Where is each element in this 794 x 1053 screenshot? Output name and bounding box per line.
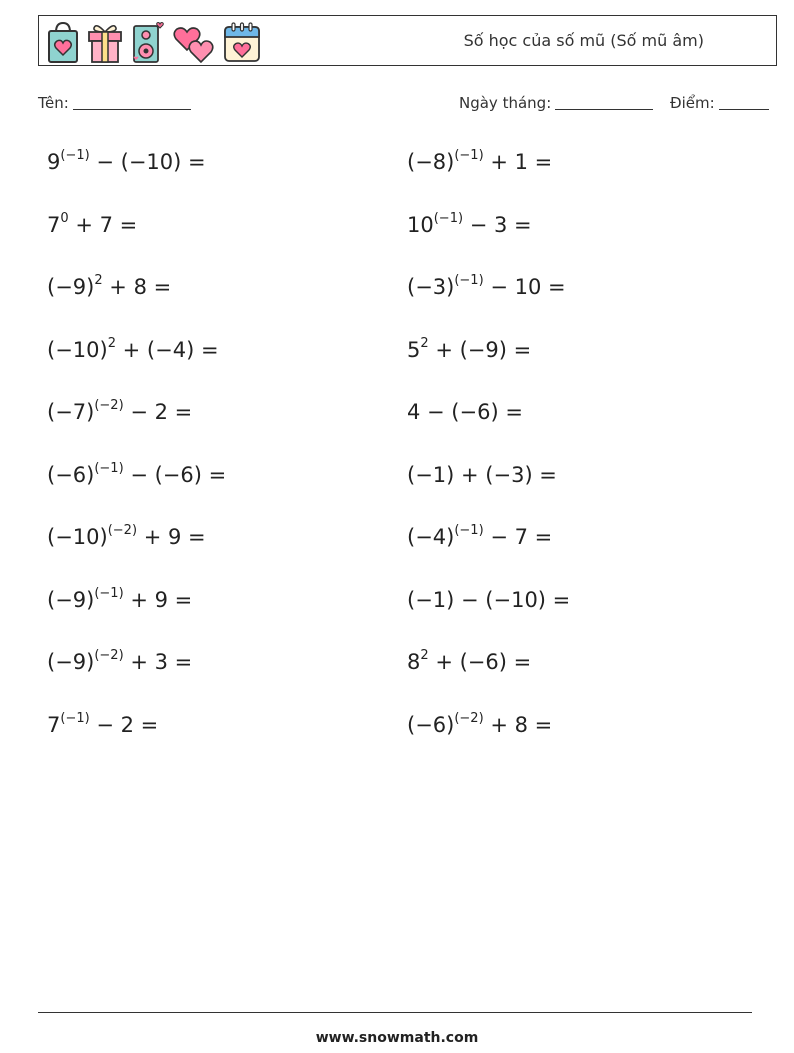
score-line[interactable]: [719, 94, 769, 110]
problem-exponent: (−2): [94, 398, 124, 413]
date-line[interactable]: [555, 94, 653, 110]
problem-rest: − 7 =: [483, 525, 553, 549]
name-line[interactable]: [73, 94, 191, 110]
problem-exponent: (−2): [107, 523, 138, 538]
problem-right-3: [407, 275, 566, 299]
score-field[interactable]: [670, 94, 769, 112]
problem-exponent: (−1): [454, 273, 484, 288]
problem-base: (−1) − (−10) =: [407, 587, 571, 612]
problem-rest: + 3 =: [123, 650, 193, 674]
problem-base: (−9): [47, 587, 95, 612]
problem-base: (−6): [47, 462, 95, 487]
shopping-bag-heart-icon: [46, 20, 80, 64]
problem-exponent: (−1): [94, 460, 124, 476]
problem-base: (−6): [407, 712, 455, 737]
problem-left-4: [47, 335, 219, 362]
problem-rest: + (−9) =: [428, 337, 532, 362]
worksheet-title: Số học của số mũ (Số mũ âm): [463, 31, 704, 50]
problem-rest: − 10 =: [483, 275, 566, 299]
problem-left-5: [47, 400, 192, 424]
gift-box-icon: [86, 20, 124, 64]
problem-base: 9: [47, 150, 61, 174]
two-hearts-icon: [172, 20, 216, 64]
calendar-heart-icon: [222, 20, 262, 64]
problem-rest: + 9 =: [123, 587, 193, 612]
problem-left-8: [47, 585, 193, 612]
problem-exponent: 2: [420, 335, 429, 351]
problem-base: (−7): [47, 400, 95, 424]
problem-right-2: [407, 210, 532, 237]
name-label: Tên:: [38, 94, 69, 112]
speaker-icon: [130, 20, 166, 64]
problem-right-7: [407, 525, 552, 549]
header-box: [38, 15, 777, 66]
problem-exponent: 2: [420, 648, 429, 663]
date-label: Ngày tháng:: [459, 94, 552, 112]
problem-base: (−3): [407, 275, 455, 299]
problem-right-6: [407, 463, 557, 487]
problem-base: 5: [407, 337, 421, 362]
date-field[interactable]: [459, 94, 653, 112]
problem-base: 7: [47, 212, 61, 237]
problem-left-2: [47, 210, 138, 237]
problem-base: (−8): [407, 150, 455, 174]
problem-exponent: (−2): [454, 710, 484, 726]
problem-rest: − (−10) =: [89, 150, 206, 174]
problem-base: 8: [407, 650, 421, 674]
problem-rest: + 7 =: [68, 212, 138, 237]
problem-base: (−9): [47, 275, 95, 299]
footer-rule: [38, 1012, 752, 1013]
problem-rest: − 2 =: [123, 400, 193, 424]
problem-base: (−10): [47, 337, 108, 362]
problem-rest: + 1 =: [483, 150, 553, 174]
problem-exponent: 2: [94, 273, 103, 288]
problem-exponent: (−1): [60, 710, 90, 726]
problem-right-8: [407, 588, 570, 612]
problem-exponent: (−1): [60, 148, 90, 163]
problem-right-5: [407, 400, 523, 424]
problem-exponent: (−1): [454, 148, 484, 163]
name-field[interactable]: [38, 94, 191, 112]
problem-rest: + 8 =: [483, 712, 553, 737]
header-icons: [46, 20, 262, 64]
problem-base: (−9): [47, 650, 95, 674]
problem-right-1: [407, 150, 552, 174]
problem-exponent: 0: [60, 210, 69, 226]
problem-right-10: [407, 710, 553, 737]
problem-rest: + 8 =: [102, 275, 172, 299]
problem-exponent: (−1): [454, 523, 484, 538]
problem-base: 7: [47, 712, 61, 737]
problem-base: 4 − (−6) =: [407, 400, 523, 424]
problem-left-10: [47, 710, 159, 737]
problem-left-1: [47, 150, 206, 174]
problem-rest: − 3 =: [463, 212, 532, 237]
problem-exponent: (−1): [94, 585, 124, 601]
problem-rest: + 9 =: [137, 525, 206, 549]
score-label: Điểm:: [670, 94, 715, 112]
problem-exponent: (−1): [433, 210, 464, 226]
problem-left-3: [47, 275, 171, 299]
problem-base: 10: [407, 212, 434, 237]
problem-rest: − 2 =: [89, 712, 159, 737]
problem-rest: − (−6) =: [123, 462, 227, 487]
problem-right-4: [407, 335, 532, 362]
problem-left-6: [47, 460, 227, 487]
problem-left-7: [47, 525, 206, 549]
problem-right-9: [407, 650, 531, 674]
problem-exponent: (−2): [94, 648, 124, 663]
problem-base: (−10): [47, 525, 108, 549]
problem-base: (−4): [407, 525, 455, 549]
problem-rest: + (−4) =: [115, 337, 219, 362]
problem-exponent: 2: [107, 335, 116, 351]
problem-left-9: [47, 650, 192, 674]
problem-rest: + (−6) =: [428, 650, 532, 674]
problem-base: (−1) + (−3) =: [407, 462, 557, 487]
footer-url: www.snowmath.com: [315, 1030, 479, 1046]
